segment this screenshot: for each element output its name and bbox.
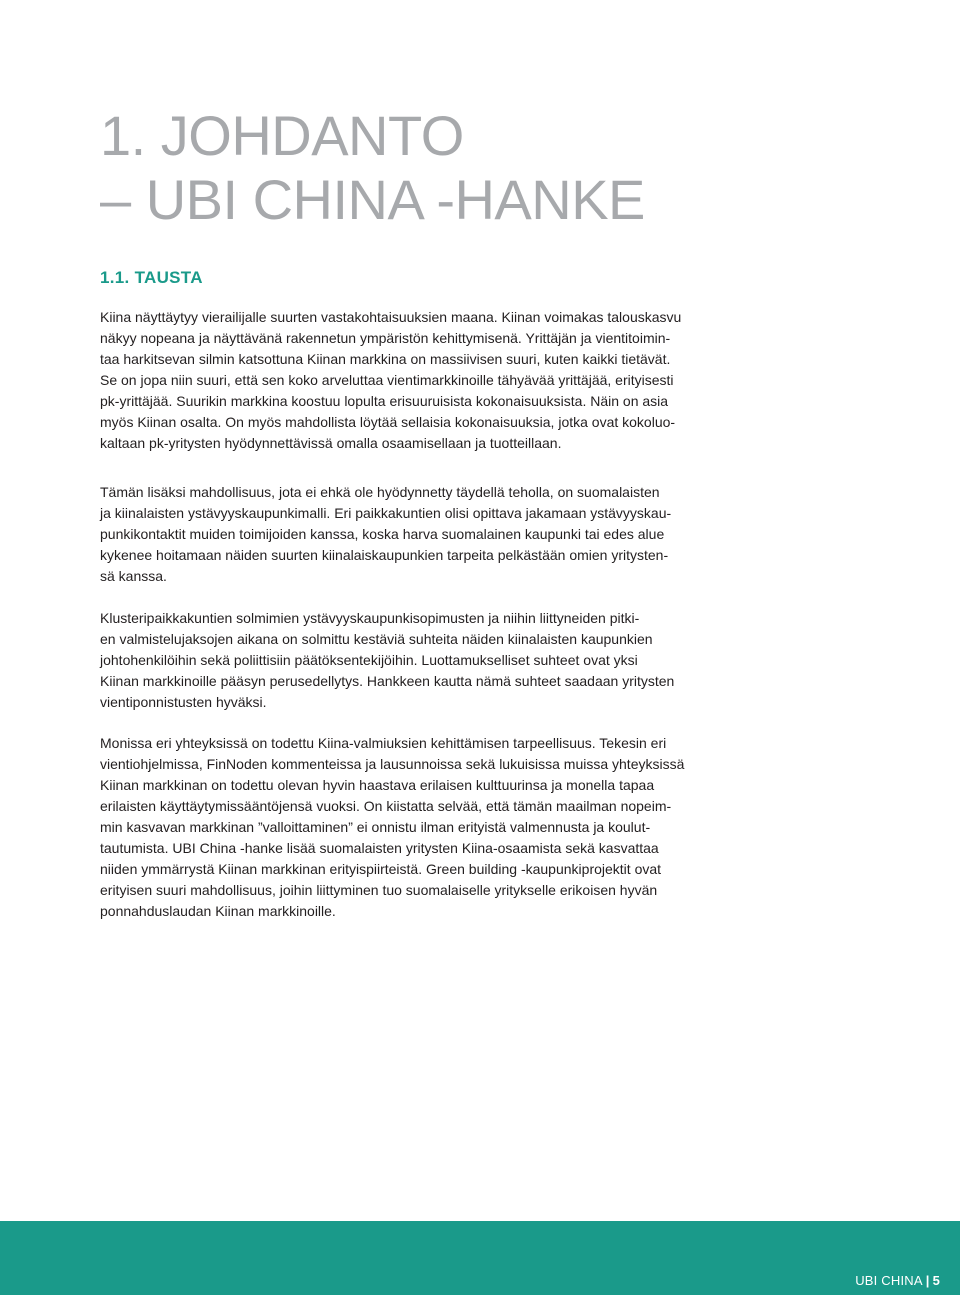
text-line: tautumista. UBI China -hanke lisää suomalaisten yritysten Kiina-osaamista sekä kasvattaa [100, 840, 659, 856]
footer-separator: | [925, 1273, 930, 1288]
text-line: Tämän lisäksi mahdollisuus, jota ei ehkä ole hyödynnetty täydellä teholla, on suomalaisten [100, 484, 660, 500]
text-line: kaltaan pk-yritysten hyödynnettävissä omalla osaamisellaan ja tuotteillaan. [100, 435, 562, 451]
text-line: erilaisten käyttäytymissääntöjensä vuoksi. On kiistatta selvää, että tämän maailman nopeim- [100, 798, 672, 814]
page-title-line-2: – UBI CHINA -HANKE [100, 168, 645, 231]
text-line: kykenee hoitamaan näiden suurten kiinalaiskaupunkien tarpeita pelkästään omien yritysten- [100, 547, 669, 563]
text-line: vientiponnistusten hyväksi. [100, 694, 267, 710]
page-number: 5 [932, 1273, 940, 1288]
text-line: näkyy nopeana ja näyttävänä rakennetun ympäristön kehittymisenä. Yrittäjän ja vientitoimin- [100, 330, 671, 346]
paragraph-3 [100, 608, 740, 713]
paragraph-2 [100, 482, 740, 587]
text-line: Se on jopa niin suuri, että sen koko arveluttaa vientimarkkinoille tähyävää yrittäjää, erityisesti [100, 372, 674, 388]
text-line: Kiina näyttäytyy vierailijalle suurten vastakohtaisuuksien maana. Kiinan voimakas talouskasvu [100, 309, 682, 325]
footer-publication-name: UBI CHINA [855, 1273, 923, 1288]
text-line: ja kiinalaisten ystävyyskaupunkimalli. Eri paikkakuntien olisi opittava jakamaan ystävyyskau- [100, 505, 672, 521]
text-line: niiden ymmärrystä Kiinan markkinan erityispiirteistä. Green building -kaupunkiprojektit ovat [100, 861, 662, 877]
text-line: Kiinan markkinoille pääsyn perusedellytys. Hankkeen kautta nämä suhteet saadaan yritysten [100, 673, 675, 689]
text-line: sä kanssa. [100, 568, 167, 584]
text-line: vientiohjelmissa, FinNoden kommenteissa ja lausunnoissa sekä lukuisissa muissa yhteyksissä [100, 756, 685, 772]
page-title-line-1: 1. JOHDANTO [100, 104, 464, 167]
paragraph-1 [100, 307, 740, 454]
text-line: myös Kiinan osalta. On myös mahdollista löytää sellaisia kokonaisuuksia, jotka ovat kokoluo- [100, 414, 676, 430]
text-line: Klusteripaikkakuntien solmimien ystävyyskaupunkisopimusten ja niihin liittyneiden pitki- [100, 610, 640, 626]
text-line: pk-yrittäjää. Suurikin markkina koostuu lopulta erisuuruisista kokonaisuuksista. Näin on asia [100, 393, 669, 409]
text-line: ponnahduslaudan Kiinan markkinoille. [100, 903, 336, 919]
text-line: min kasvavan markkinan ”valloittaminen” ei onnistu ilman erityistä valmennusta ja koulut- [100, 819, 651, 835]
text-line: Monissa eri yhteyksissä on todettu Kiina-valmiuksien kehittämisen tarpeellisuus. Tekesin eri [100, 735, 667, 751]
text-line: en valmistelujaksojen aikana on solmittu kestäviä suhteita näiden kiinalaisten kaupunkien [100, 631, 653, 647]
footer-bar [0, 1221, 960, 1295]
text-line: punkikontaktit muiden toimijoiden kanssa, koska harva suomalainen kaupunki tai edes alue [100, 526, 665, 542]
paragraph-4 [100, 733, 740, 922]
text-line: Kiinan markkinan on todettu olevan hyvin haastava erilaisen kulttuurinsa ja monella tapaa [100, 777, 655, 793]
section-heading: 1.1. TAUSTA [100, 268, 203, 287]
page-title [100, 104, 645, 232]
text-line: erityisen suuri mahdollisuus, joihin liittyminen tuo suomalaiselle yritykselle erikoisen hyvän [100, 882, 658, 898]
text-line: johtohenkilöihin sekä poliittisiin päätöksentekijöihin. Luottamukselliset suhteet ovat yksi [100, 652, 638, 668]
footer-label [855, 1273, 940, 1288]
text-line: taa harkitsevan silmin katsottuna Kiinan markkina on massiivisen suuri, kuten kaikki tietävät. [100, 351, 671, 367]
